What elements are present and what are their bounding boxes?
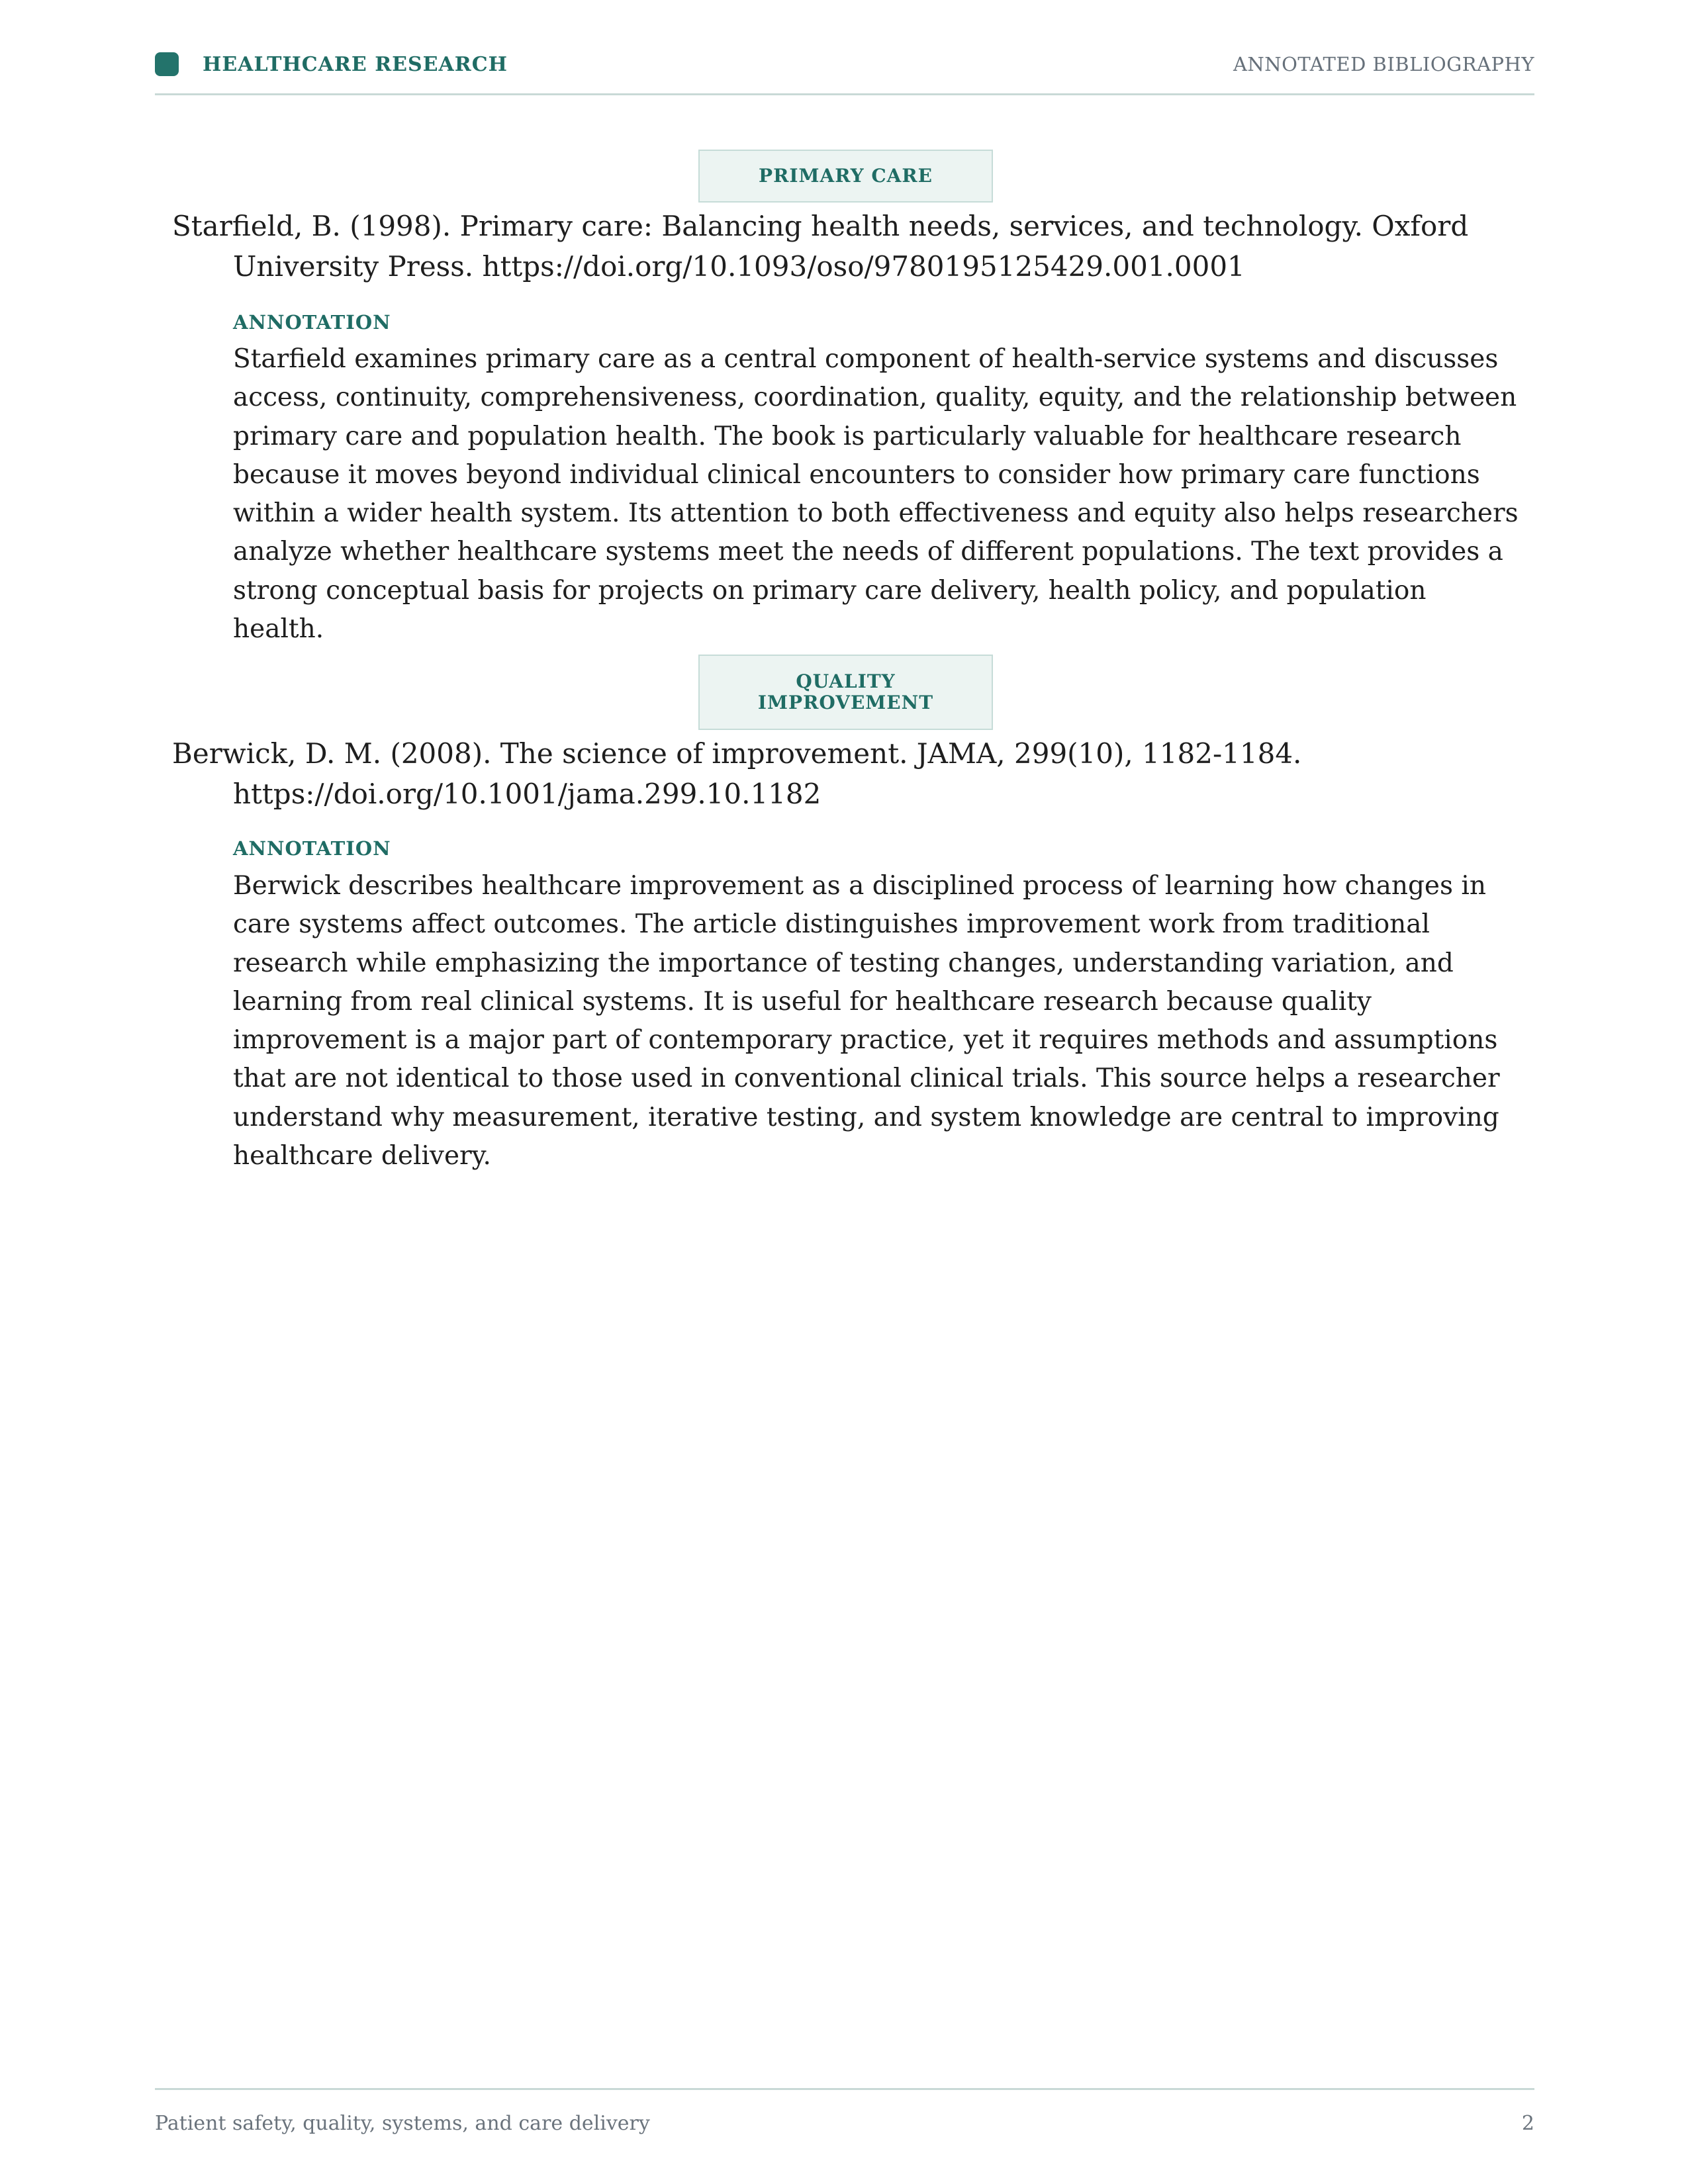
section-label-primary-care bbox=[698, 150, 993, 203]
document-type: ANNOTATED BIBLIOGRAPHY bbox=[1233, 53, 1534, 75]
citation: Berwick, D. M. (2008). The science of improvement. JAMA, 299(10), 1182-1184. https://doi.org/10.1001/jama.299.10.1182 bbox=[172, 737, 1302, 810]
citation: Starfield, B. (1998). Primary care: Balancing health needs, services, and technology. Oxford University Press. https://doi.org/10.1093/oso/9780195125429.001.0001 bbox=[172, 210, 1469, 283]
footer-text: Patient safety, quality, systems, and care delivery bbox=[155, 2112, 650, 2135]
annotation-text: Starfield examines primary care as a central component of health-service systems and discusses access, continuity, comprehensiveness, coordination, quality, equity, and the relationship between primary care and population health. The book is particularly valuable for healthcare research because it moves beyond individual clinical encounters to consider how primary care functions within a wider health system. Its attention to both effectiveness and equity also helps researchers analyze whether healthcare systems meet the needs of different populations. The text provides a strong conceptual basis for projects on primary care delivery, health policy, and population health. bbox=[233, 344, 1519, 645]
rounded-square-icon bbox=[155, 52, 179, 76]
section-label-quality-improvement bbox=[698, 655, 993, 730]
page-number: 2 bbox=[1521, 2112, 1534, 2135]
section-label-text: PRIMARY CARE bbox=[759, 165, 933, 187]
annotation-heading: ANNOTATION bbox=[233, 837, 391, 860]
annotation-heading: ANNOTATION bbox=[233, 311, 391, 334]
brand-title: HEALTHCARE RESEARCH bbox=[203, 53, 508, 76]
page-footer bbox=[155, 2088, 1534, 2134]
annotation-text: Berwick describes healthcare improvement as a disciplined process of learning how changes in care systems affect outcomes. The article distinguishes improvement work from traditional research while emphasizing the importance of testing changes, understanding variation, and learning from real clinical systems. It is useful for healthcare research because quality improvement is a major part of contemporary practice, yet it requires methods and assumptions that are not identical to those used in conventional clinical trials. This source helps a researcher understand why measurement, iterative testing, and system knowledge are central to improving healthcare delivery. bbox=[233, 871, 1500, 1171]
section-label-text: QUALITY IMPROVEMENT bbox=[757, 670, 934, 713]
page-header bbox=[155, 48, 1534, 95]
